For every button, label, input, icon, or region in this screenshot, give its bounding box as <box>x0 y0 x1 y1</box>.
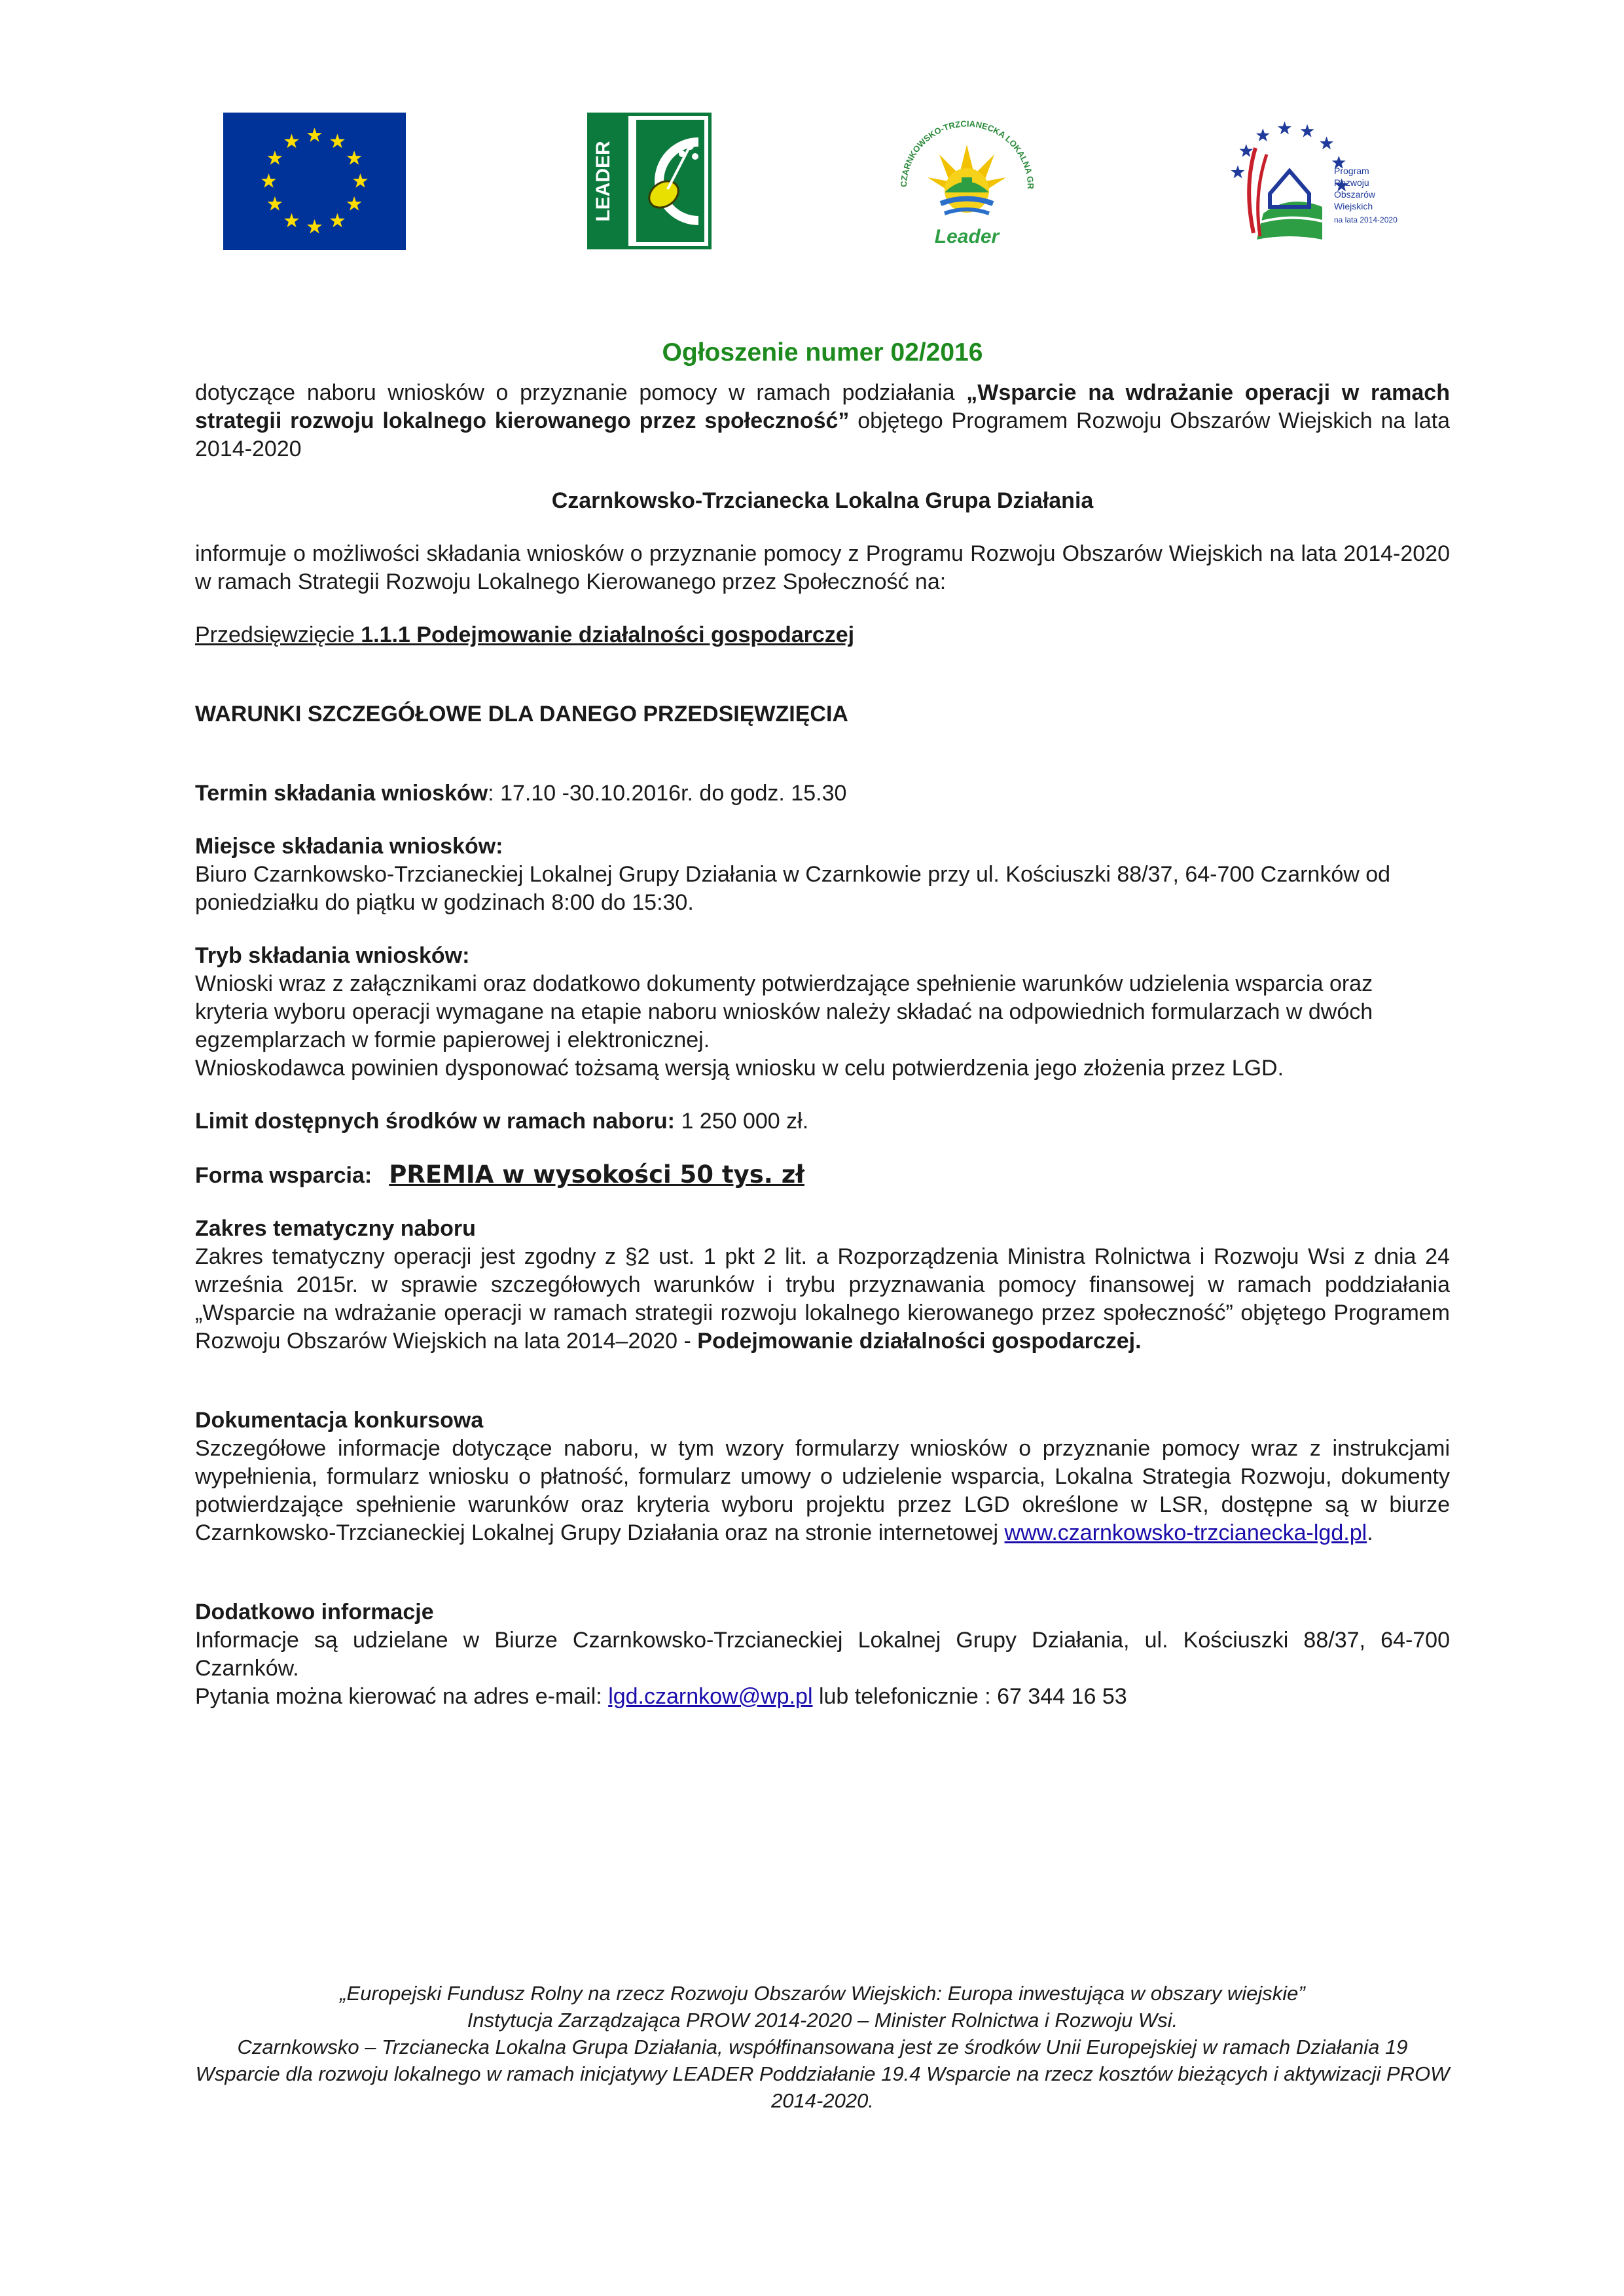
dodatkowo-text: Informacje są udzielane w Biurze Czarnkowsko-Trzcianeckiej Lokalnej Grupy Działania, ul. Kościuszki 88/37, 64-700 Czarnków. <box>195 1628 1450 1681</box>
termin-label: Termin składania wniosków <box>195 781 488 806</box>
organization-name: Czarnkowsko-Trzcianecka Lokalna Grupa Działania <box>551 488 1094 513</box>
eu-star-icon <box>353 173 368 188</box>
forma-label: Forma wsparcia: <box>195 1163 372 1188</box>
tryb-text-2: Wnioskodawca powinien dysponować tożsamą wersją wniosku w celu potwierdzenia jego złożenia przez LGD. <box>195 1056 1284 1081</box>
limit-value: 1 250 000 zł. <box>675 1109 809 1134</box>
termin-value: : 17.10 -30.10.2016r. do godz. 15.30 <box>488 781 847 806</box>
eu-star-icon <box>284 134 299 148</box>
miejsce-text: Biuro Czarnkowsko-Trzcianeckiej Lokalnej Grupy Działania w Czarnkowie przy ul. Kościuszki 88/37, 64-700 Czarnków od poniedziałku do piątku w godzinach 8:00 do 15:30. <box>195 862 1391 915</box>
prow-line-1: Program <box>1334 166 1369 176</box>
limit-label: Limit dostępnych środków w ramach naboru: <box>195 1109 675 1134</box>
informs-paragraph: informuje o możliwości składania wniosków o przyznanie pomocy z Programu Rozwoju Obszarów Wiejskich na lata 2014-2020 w ramach Strategii Rozwoju Lokalnego Kierowanego przez Społeczność na: <box>195 541 1450 594</box>
footer <box>195 1980 1450 2114</box>
lgd-ring-text: CZARNKOWSKO-TRZCIANECKA LOKALNA GR <box>898 118 1036 190</box>
prow-star-icon <box>1231 166 1245 179</box>
dodatkowo-heading: Dodatkowo informacje <box>195 1600 434 1624</box>
eu-star-icon <box>307 219 322 234</box>
dokumentacja-body: Szczegółowe informacje dotyczące naboru, w tym wzory formularzy wniosków o przyznanie pomocy wraz z instrukcjami wypełnienia, formularz wniosku o płatność, formularz umowy o udzielenie wsparcia, Lokalna Strategia Rozwoju, dokumenty potwierdzające spełnienie warunków oraz kryteria wyboru projektu przez LGD określone w LSR, dostępne są w biurze Czarnkowsko-Trzcianeckiej Lokalnej Grupy Działania oraz na stronie internetowej <box>195 1436 1450 1545</box>
website-link[interactable]: www.czarnkowsko-trzcianecka-lgd.pl <box>1004 1520 1367 1545</box>
intro-after: objętego Programem Rozwoju Obszarów Wiejskich na lata 2014-2020 <box>195 408 1450 461</box>
tryb-heading: Tryb składania wniosków: <box>195 943 470 968</box>
eu-star-icon <box>307 128 322 142</box>
zakres-body: Zakres tematyczny operacji jest zgodny z §2 ust. 1 pkt 2 lit. a Rozporządzenia Ministra Rolnictwa i Rozwoju Wsi z dnia 24 września 2015r. w sprawie szczegółowych warunków i trybu przyznawania pomocy finansowej w ramach poddziałania „Wsparcie na wdrażanie operacji w ramach strategii rozwoju lokalnego kierowanego przez społeczność” objętego Programem Rozwoju Obszarów Wiejskich na lata 2014–2020 - <box>195 1244 1450 1354</box>
footer-line-1: „Europejski Fundusz Rolny na rzecz Rozwoju Obszarów Wiejskich: Europa inwestująca w obszary wiejskie” <box>340 1982 1305 2005</box>
dokumentacja-text <box>195 1435 1450 1547</box>
tryb-text-1: Wnioski wraz z załącznikami oraz dodatkowo dokumenty potwierdzające spełnienie warunków udzielenia wsparcia oraz kryteria wyboru operacji wymagane na etapie naboru wniosków należy składać na odpowiednich formularzach w dwóch egzemplarzach w formie papierowej i elektronicznej. <box>195 971 1373 1052</box>
intro-measure-name: „Wsparcie na wdrażanie operacji w ramach strategii rozwoju lokalnego kierowanego przez społeczność” <box>195 380 1450 433</box>
eu-star-icon <box>268 196 283 211</box>
prow-line-2: Rozwoju <box>1334 177 1369 188</box>
dokumentacja-end: . <box>1367 1520 1373 1545</box>
prow-logo <box>1218 109 1414 253</box>
eu-star-icon <box>347 196 362 211</box>
prow-star-icon <box>1301 124 1314 137</box>
forma-value: PREMIA w wysokości 50 tys. zł <box>389 1160 804 1189</box>
email-link[interactable]: lgd.czarnkow@wp.pl <box>608 1684 813 1709</box>
przedsiewziecie-prefix: Przedsięwzięcie <box>195 622 361 647</box>
eu-star-icon <box>268 151 283 165</box>
przedsiewziecie <box>195 621 1450 649</box>
eu-flag-icon <box>223 113 406 250</box>
miejsce-heading: Miejsce składania wniosków: <box>195 834 503 859</box>
eu-star-icon <box>330 213 345 228</box>
leader-icon <box>587 113 712 249</box>
forma-paragraph <box>195 1160 1450 1190</box>
phone-text: lub telefonicznie : 67 344 16 53 <box>812 1684 1127 1709</box>
eu-star-icon <box>347 151 362 165</box>
intro-paragraph <box>195 379 1450 463</box>
przedsiewziecie-name: 1.1.1 Podejmowanie działalności gospodarczej <box>361 622 855 647</box>
zakres-heading: Zakres tematyczny naboru <box>195 1216 476 1241</box>
contact-paragraph <box>195 1683 1450 1711</box>
eu-star-icon <box>261 173 276 188</box>
zakres-text <box>195 1243 1450 1355</box>
limit-paragraph <box>195 1107 1450 1136</box>
lgd-logo <box>887 109 1047 253</box>
dokumentacja-heading: Dokumentacja konkursowa <box>195 1408 484 1433</box>
prow-line-3: Obszarów <box>1334 189 1376 200</box>
zakres-bold: Podejmowanie działalności gospodarczej. <box>697 1329 1142 1354</box>
lgd-leader-text: Leader <box>934 226 1000 247</box>
footer-line-2: Instytucja Zarządzająca PROW 2014-2020 – Minister Rolnictwa i Rozwoju Wsi. <box>467 2009 1178 2032</box>
announcement-body <box>195 327 1450 1711</box>
announcement-title: Ogłoszenie numer 02/2016 <box>662 338 983 367</box>
conditions-heading: WARUNKI SZCZEGÓŁOWE DLA DANEGO PRZEDSIĘWZIĘCIA <box>195 702 848 726</box>
eu-star-icon <box>330 134 345 148</box>
przedsiewziecie-label <box>195 622 854 647</box>
eu-star-icon <box>284 213 299 228</box>
svg-text:LEADER: LEADER <box>592 141 614 222</box>
intro-before: dotyczące naboru wniosków o przyznanie pomocy w ramach podziałania <box>195 380 967 405</box>
prow-star-icon <box>1320 136 1333 149</box>
prow-line-5: na lata 2014-2020 <box>1334 215 1398 224</box>
email-prefix: Pytania można kierować na adres e-mail: <box>195 1684 609 1709</box>
prow-line-4: Wiejskich <box>1334 201 1373 211</box>
termin-paragraph <box>195 780 1450 808</box>
prow-star-icon <box>1239 144 1253 157</box>
prow-star-icon <box>1256 128 1270 141</box>
prow-star-icon <box>1278 121 1291 134</box>
footer-line-3: Czarnkowsko – Trzcianecka Lokalna Grupa Działania, współfinansowana jest ze środków Unii Europejskiej w ramach Działania 19 Wsparcie dla rozwoju lokalnego w ramach inicjatywy LEADER Poddziałanie 19.4 Wsparcie na rzecz kosztów bieżących i aktywizacji PROW 2014-2020. <box>195 2036 1450 2112</box>
